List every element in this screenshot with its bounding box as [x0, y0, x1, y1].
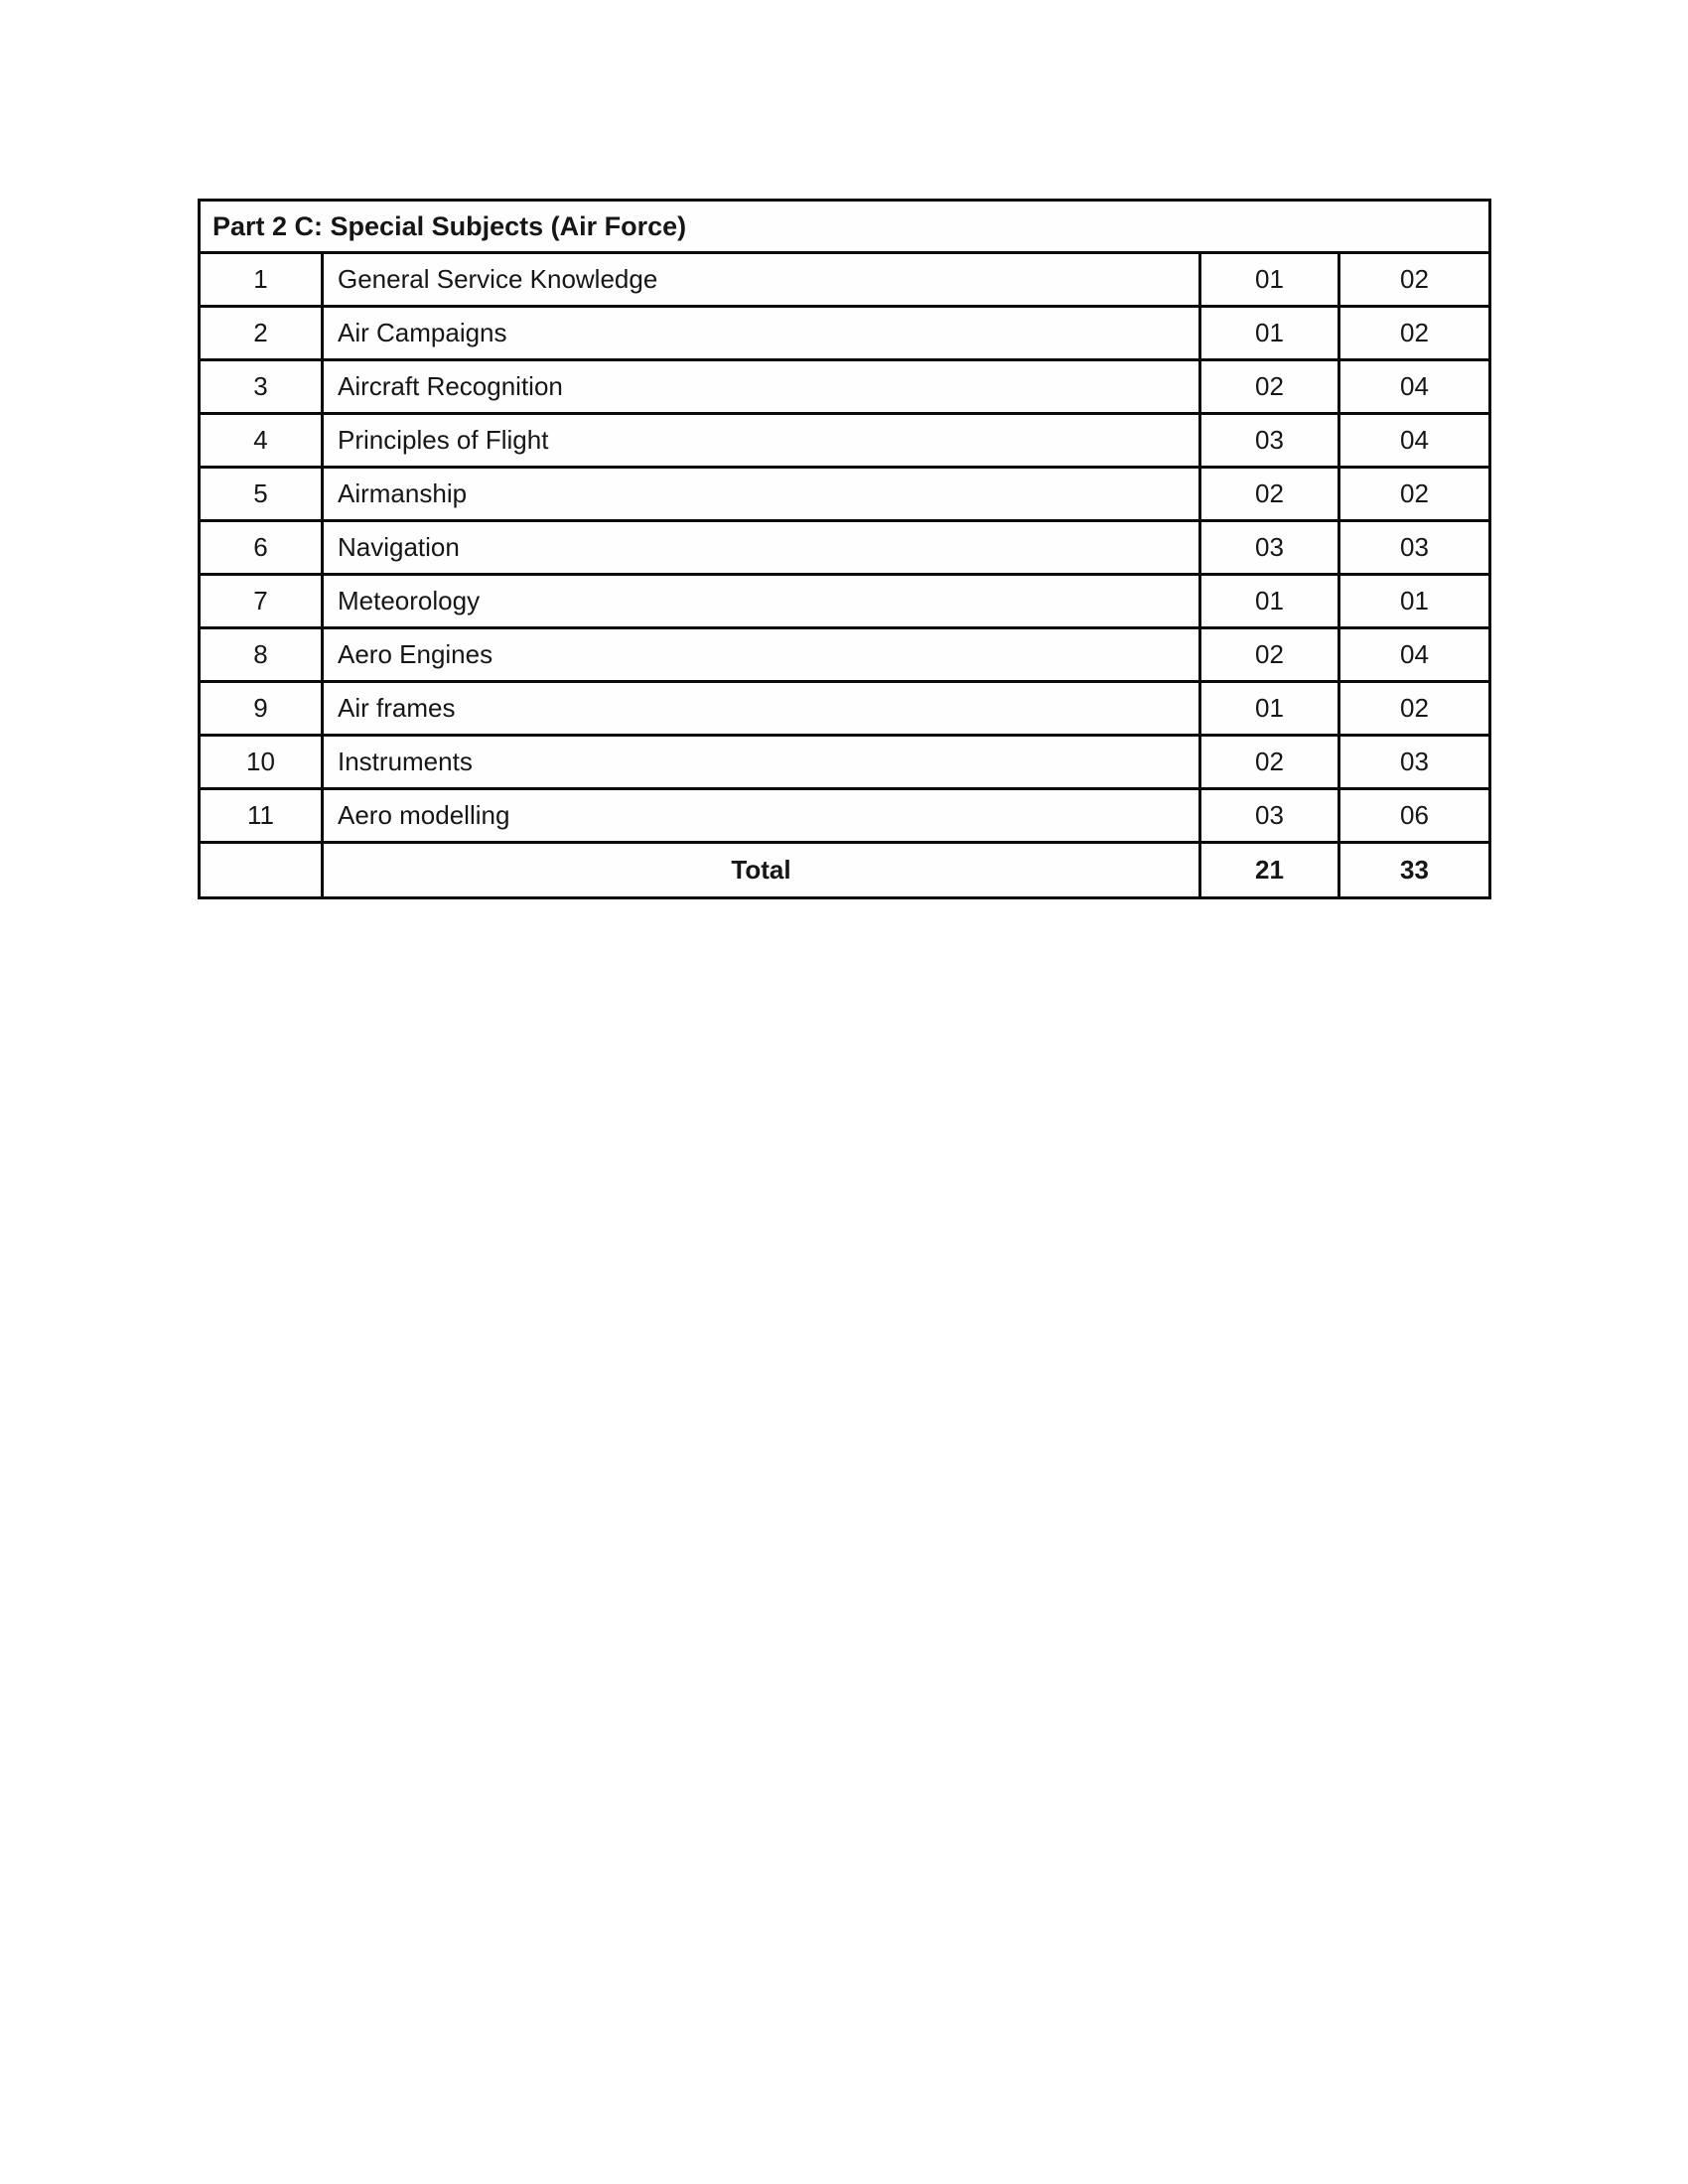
table-row: [200, 575, 1490, 628]
total-row: [200, 843, 1490, 898]
table-title: Part 2 C: Special Subjects (Air Force): [200, 201, 1490, 253]
row-number-cell: 9: [200, 682, 323, 736]
row-number-cell: 3: [200, 360, 323, 414]
table-row: [200, 468, 1490, 521]
subject-cell: Air frames: [323, 682, 1200, 736]
subject-cell: Aero Engines: [323, 628, 1200, 682]
total-count-2: 33: [1339, 843, 1490, 898]
row-number-cell: 5: [200, 468, 323, 521]
count-cell-2: 04: [1339, 414, 1490, 468]
subject-cell: Aero modelling: [323, 789, 1200, 843]
count-cell-2: 01: [1339, 575, 1490, 628]
table-row: [200, 789, 1490, 843]
subject-cell: Principles of Flight: [323, 414, 1200, 468]
total-count-1: 21: [1200, 843, 1339, 898]
total-empty-cell: [200, 843, 323, 898]
count-cell-2: 02: [1339, 682, 1490, 736]
row-number-cell: 7: [200, 575, 323, 628]
count-cell-2: 04: [1339, 360, 1490, 414]
table-row: [200, 307, 1490, 360]
table-row: [200, 736, 1490, 789]
subject-cell: General Service Knowledge: [323, 253, 1200, 307]
count-cell-2: 03: [1339, 521, 1490, 575]
table-row: [200, 628, 1490, 682]
subject-cell: Aircraft Recognition: [323, 360, 1200, 414]
count-cell-1: 03: [1200, 789, 1339, 843]
subject-cell: Navigation: [323, 521, 1200, 575]
count-cell-1: 01: [1200, 307, 1339, 360]
count-cell-1: 01: [1200, 575, 1339, 628]
table-row: [200, 521, 1490, 575]
total-label: Total: [323, 843, 1200, 898]
subject-cell: Air Campaigns: [323, 307, 1200, 360]
count-cell-1: 01: [1200, 253, 1339, 307]
row-number-cell: 6: [200, 521, 323, 575]
count-cell-2: 02: [1339, 253, 1490, 307]
count-cell-1: 02: [1200, 468, 1339, 521]
count-cell-1: 02: [1200, 736, 1339, 789]
row-number-cell: 4: [200, 414, 323, 468]
count-cell-2: 06: [1339, 789, 1490, 843]
count-cell-2: 02: [1339, 468, 1490, 521]
subject-cell: Instruments: [323, 736, 1200, 789]
count-cell-2: 02: [1339, 307, 1490, 360]
table-row: [200, 414, 1490, 468]
row-number-cell: 11: [200, 789, 323, 843]
table-title-row: [200, 201, 1490, 253]
count-cell-2: 03: [1339, 736, 1490, 789]
subject-cell: Meteorology: [323, 575, 1200, 628]
row-number-cell: 10: [200, 736, 323, 789]
row-number-cell: 8: [200, 628, 323, 682]
count-cell-1: 02: [1200, 360, 1339, 414]
subject-cell: Airmanship: [323, 468, 1200, 521]
row-number-cell: 2: [200, 307, 323, 360]
count-cell-1: 01: [1200, 682, 1339, 736]
special-subjects-table: [198, 199, 1491, 899]
table-row: [200, 360, 1490, 414]
count-cell-1: 02: [1200, 628, 1339, 682]
table-row: [200, 682, 1490, 736]
count-cell-1: 03: [1200, 521, 1339, 575]
count-cell-1: 03: [1200, 414, 1339, 468]
table-row: [200, 253, 1490, 307]
count-cell-2: 04: [1339, 628, 1490, 682]
row-number-cell: 1: [200, 253, 323, 307]
